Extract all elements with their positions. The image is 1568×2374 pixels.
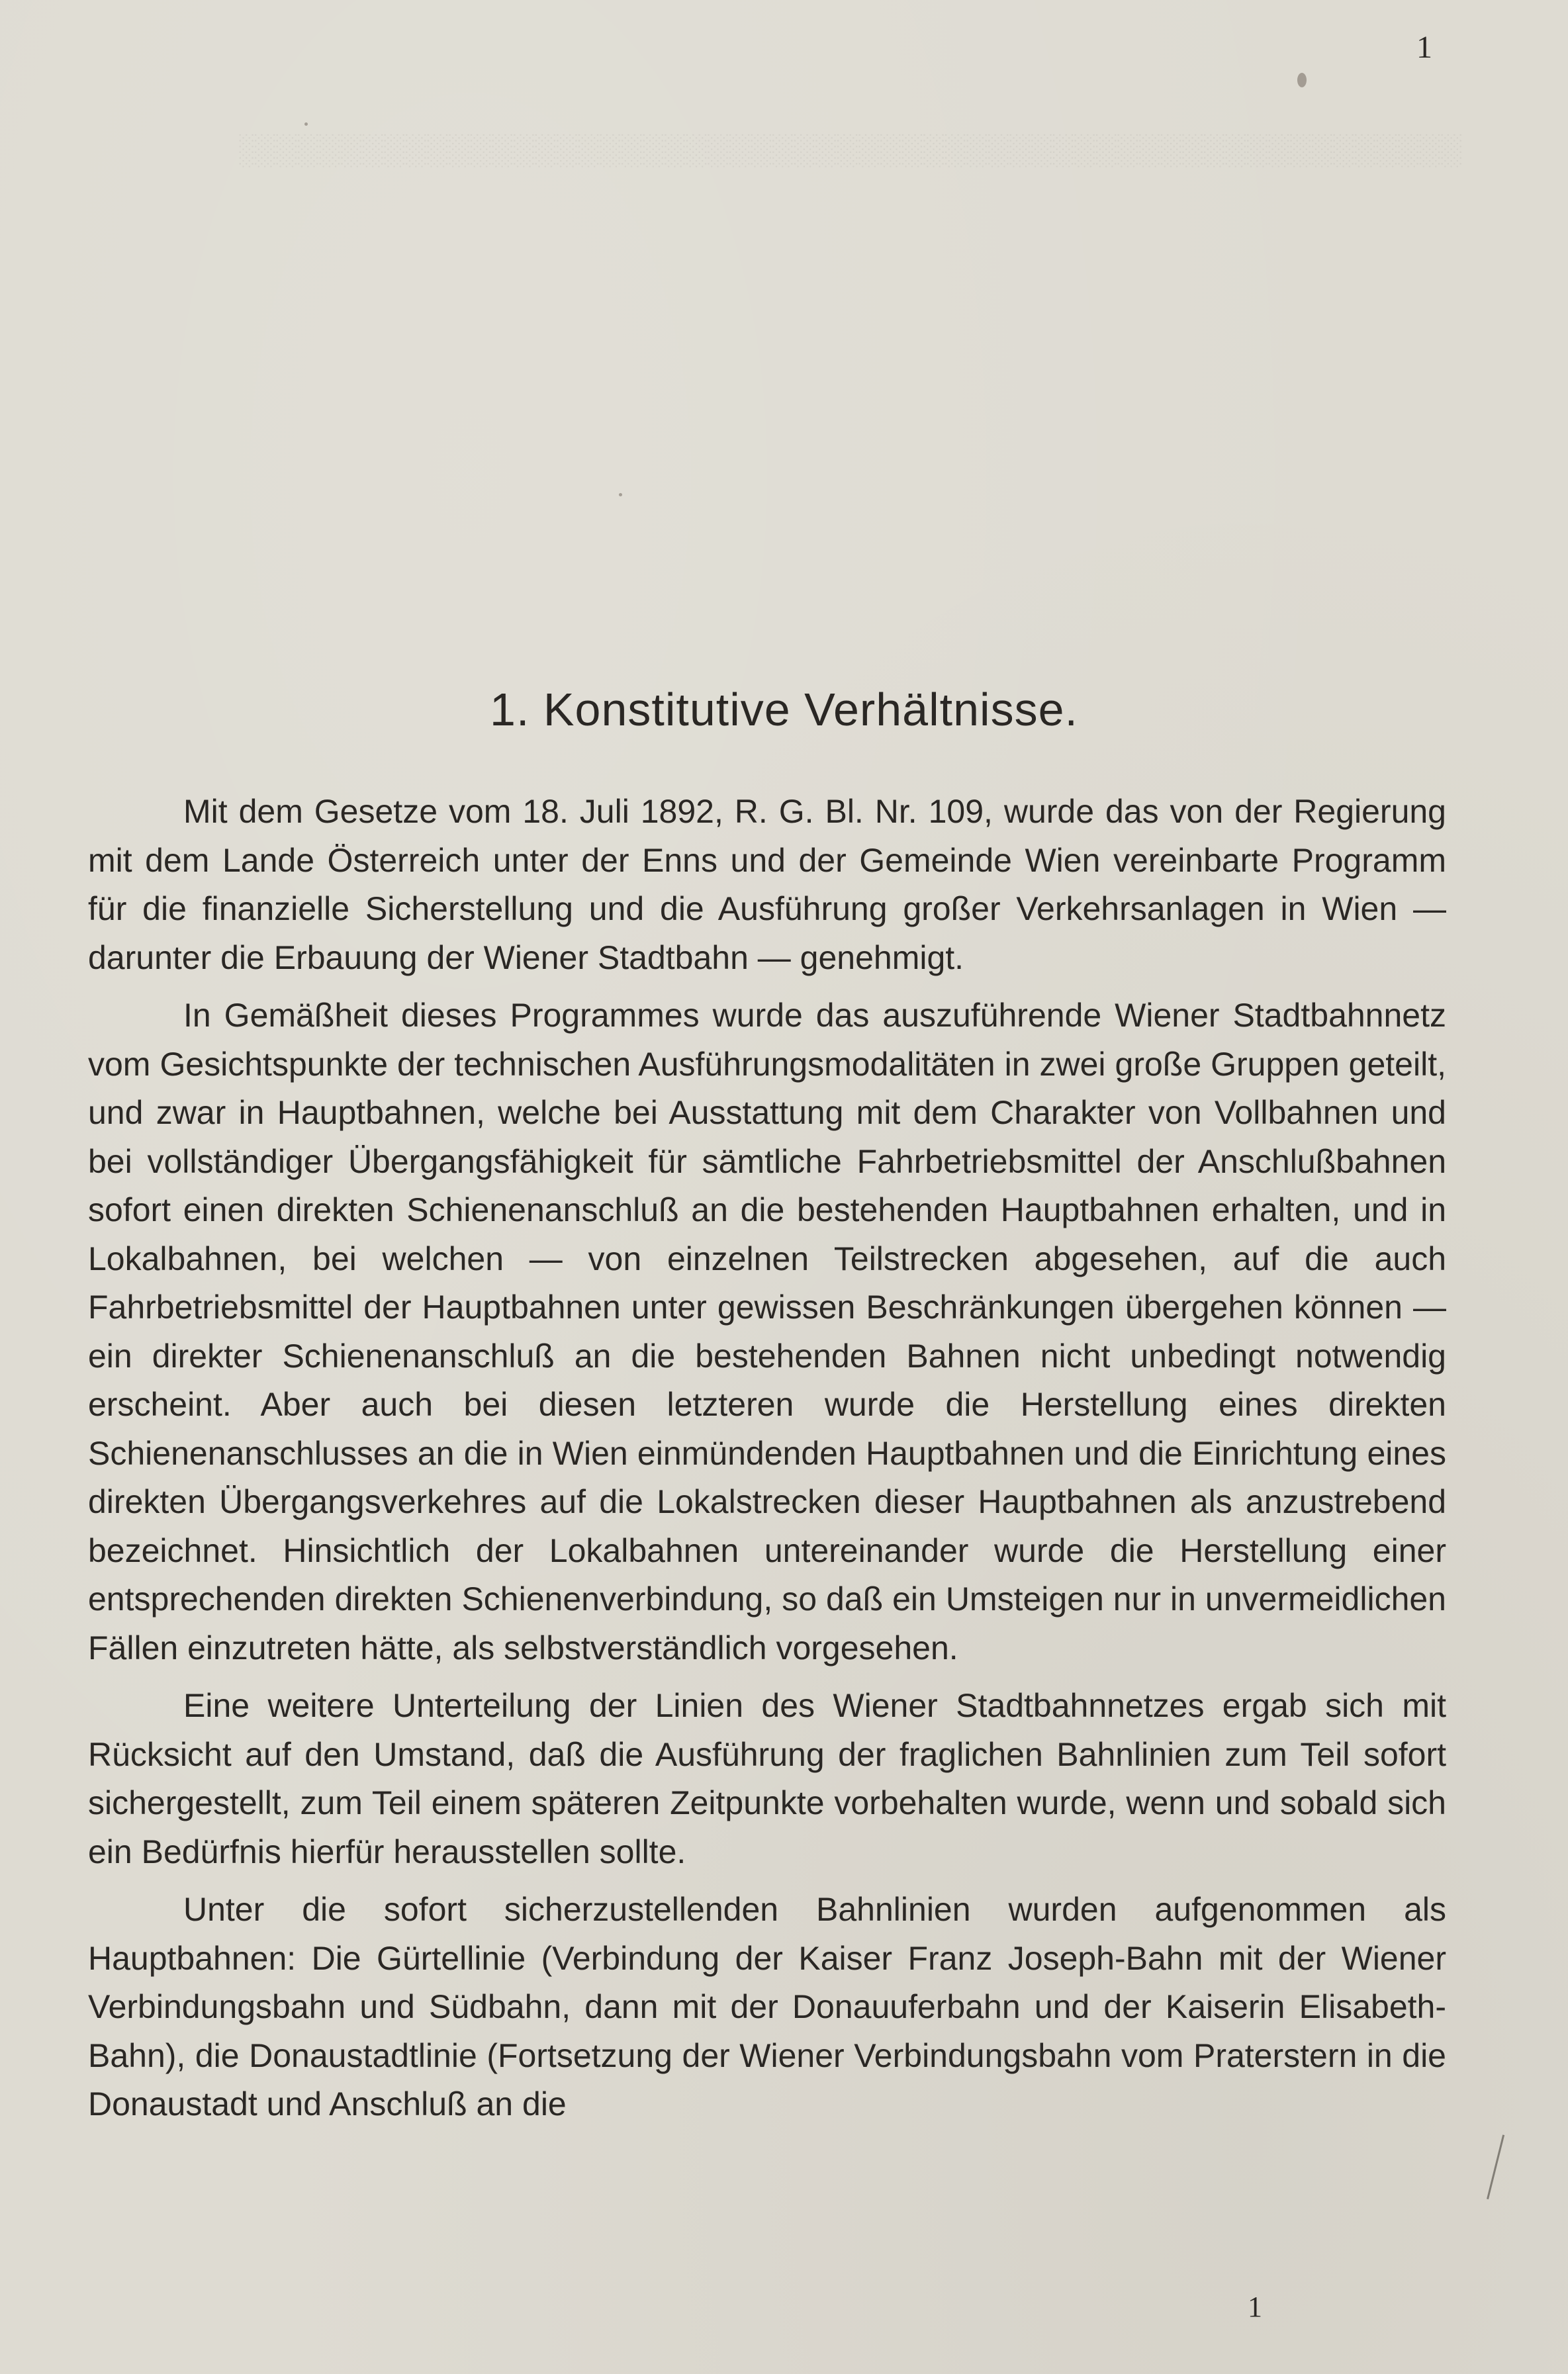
paragraph-2: In Gemäßheit dieses Programmes wurde das auszuführende Wiener Stadtbahnnetz vom Gesichtspunkte der technischen Ausführungsmodalitäten in zwei große Gruppen geteilt, und zwar in Hauptbahnen, welche bei Ausstattung mit dem Charakter von Vollbahnen und bei vollständiger Übergangsfähigkeit für sämtliche Fahrbetriebsmittel der Anschlußbahnen sofort einen direkten Schienenanschluß an die bestehenden Hauptbahnen erhalten, und in Lokalbahnen, bei welchen — von einzelnen Teilstrecken abgesehen, auf die auch Fahrbetriebsmittel der Hauptbahnen unter gewissen Beschränkungen übergehen können — ein direkter Schienenanschluß an die bestehenden Bahnen nicht unbedingt notwendig erscheint. Aber auch bei diesen letzteren wurde die Herstellung eines direkten Schienenanschlusses an die in Wien einmündenden Hauptbahnen und die Einrichtung eines direkten Übergangsverkehres auf die Lokalstrecken dieser Hauptbahnen als anzustrebend bezeichnet. Hinsichtlich der Lokalbahnen untereinander wurde die Herstellung einer entsprechenden direkten Schienenverbindung, so daß ein Umsteigen nur in unvermeidlichen Fällen einzutreten hätte, als selbstverständlich vorgesehen.	[88, 997, 1446, 1666]
paper-speck	[1297, 73, 1307, 87]
section-title: 1. Konstitutive Verhältnisse.	[490, 684, 1078, 735]
paragraph-4: Unter die sofort sicherzustellenden Bahnlinien wurden aufgenommen als Hauptbahnen: Die Gürtellinie (Verbindung der Kaiser Franz Joseph-Bahn mit der Wiener Verbindungsbahn und Südbahn, dann mit der Donauuferbahn und der Kaiserin Elisabeth-Bahn), die Donaustadtlinie (Fortsetzung der Wiener Verbindungsbahn vom Praterstern in die Donaustadt und Anschluß an die	[88, 1891, 1446, 2123]
paper-speck	[619, 493, 622, 496]
paper-speck	[304, 122, 308, 126]
pencil-mark	[1487, 2134, 1508, 2200]
page-number-bottom: 1	[1248, 2291, 1262, 2323]
paragraph-1: Mit dem Gesetze vom 18. Juli 1892, R. G. Bl. Nr. 109, wurde das von der Regierung mit dem Lande Österreich unter der Enns und der Gemeinde Wien vereinbarte Programm für die finanzielle Sicherstellung und die Ausführung großer Verkehrsanlagen in Wien — darunter die Erbauung der Wiener Stadtbahn — genehmigt.	[88, 793, 1446, 976]
body-text	[88, 788, 1446, 2138]
page-number-top: 1	[1416, 30, 1432, 65]
paragraph-3: Eine weitere Unterteilung der Linien des Wiener Stadtbahnnetzes ergab sich mit Rücksicht auf den Umstand, daß die Ausführung der fraglichen Bahnlinien zum Teil sofort sichergestellt, zum Teil einem späteren Zeitpunkte vorbehalten wurde, wenn und sobald sich ein Bedürfnis hierfür herausstellen sollte.	[88, 1687, 1446, 1870]
